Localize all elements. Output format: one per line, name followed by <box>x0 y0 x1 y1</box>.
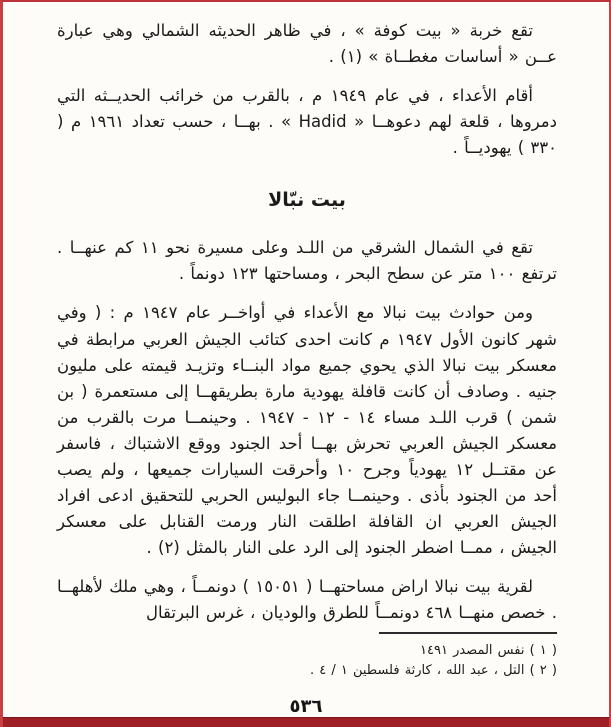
page-number: ٥٣٦ <box>289 696 323 717</box>
section-heading-beit-nabbala: بيت نبّالا <box>268 189 346 212</box>
page-content <box>57 18 557 687</box>
paragraph-1947-incident: ومن حوادث بيت نبالا مع الأعداء في أواخــر عام ١٩٤٧ م : ( وفي شهر كانون الأول ١٩٤٧ م كانت احدى كتائب الجيش العربي مرابطة في معسكر بيت نبالا الذي يحوي جميع مواد البنــاء وتزيـد قيمته على مليون جنيه . وصادف أن كانت قافلة يهودية مارة بطريقهــا إلى مستعمرة ( بن شمن ) قرب اللـد مساء ١٤ - ١٢ - ١٩٤٧ . وحينمــا مرت بالقرب من معسكر الجيش العربي تحرش بهــا أحد الجنود ووقع الاشتباك ، فاسفر عن مقتــل ١٢ يهودياً وجرح ١٠ وأحرقت السيارات جميعها ، ولم يصب أحد من الجنود بأذى . وحينمــا جاء البوليس الحربي للتحقيق ادعى افراد الجيش العربي ان القافلة اطلقت النار ورمت القنابل على معسكر الجيش ، ممــا اضطر الجنود إلى الرد على النار بالمثل (٢) . <box>57 303 557 558</box>
paragraph-khirbet-beit-kufa: تقع خربة « بيت كوفة » ، في ظاهر الحديثه الشمالي وهي عبارة عــن « أساسات مغطــاة » (١) . <box>57 21 557 67</box>
footnote-block <box>57 632 557 681</box>
footnote-2: ( ٢ ) التل ، عبد الله ، كارثة فلسطين ١ / ٤ . <box>309 663 557 679</box>
paragraph-village-lands: لقرية بيت نبالا اراض مساحتهــا ( ١٥٠٥١ ) دونمــاً ، وهي ملك لأهلهــا . خصص منهــا ٤٦٨ دونمــاً للطرق والوديان ، غرس البرتقال <box>57 577 557 623</box>
footnote-separator <box>379 632 557 634</box>
paragraph-location-area: تقع في الشمال الشرقي من اللـد وعلى مسيرة نحو ١١ كم عنهــا . ترتفع ١٠٠ متر عن سطح البحر ، ومساحتها ١٢٣ دونماً . <box>57 238 557 284</box>
paragraph-hadid-settlement: أقام الأعداء ، في عام ١٩٤٩ م ، بالقرب من خرائب الحديــثه التي دمروها ، قلعة لهم دعوهــا « Hadid » . بهــا ، حسب تعداد ١٩٦١ م ( ٣٣٠ ) يهوديــاً . <box>57 86 557 158</box>
page-border-bottom <box>3 717 609 727</box>
footnote-1: ( ١ ) نفس المصدر ١٤٩١ <box>420 643 557 659</box>
